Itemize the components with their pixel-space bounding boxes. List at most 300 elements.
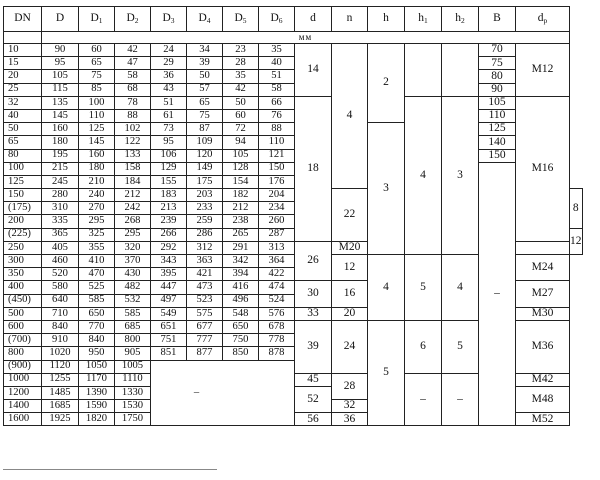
col-header-symbol: h <box>418 12 424 25</box>
B-cell: 80 <box>479 70 516 83</box>
value-cell: 910 <box>42 334 79 347</box>
col-header <box>516 7 570 32</box>
value-cell: 422 <box>259 268 295 281</box>
value-cell: 1820 <box>79 413 115 426</box>
value-cell: 39 <box>187 57 223 70</box>
value-cell: 268 <box>115 215 151 228</box>
col-header-symbol: D <box>234 12 243 25</box>
n-cell: 24 <box>332 320 368 373</box>
n-cell: 12 <box>570 228 583 254</box>
table-row <box>4 57 583 70</box>
value-cell: 176 <box>259 175 295 188</box>
col-header <box>223 7 259 32</box>
value-cell: 238 <box>223 215 259 228</box>
col-header <box>187 7 223 32</box>
dn-cell: 65 <box>4 136 42 149</box>
col-header <box>115 7 151 32</box>
header-row <box>4 7 583 32</box>
value-cell: 125 <box>79 123 115 136</box>
dp-cell: M52 <box>516 413 570 426</box>
dn-cell: 250 <box>4 241 42 254</box>
h1-cell: 6 <box>405 320 442 373</box>
dn-cell: 1400 <box>4 400 42 413</box>
value-cell: 72 <box>223 123 259 136</box>
value-cell: 43 <box>151 83 187 96</box>
units-label: мм <box>42 32 570 44</box>
value-cell: 75 <box>187 109 223 122</box>
col-header <box>368 7 405 32</box>
h1-cell: – <box>405 373 442 426</box>
value-cell: 239 <box>151 215 187 228</box>
value-cell: 482 <box>115 281 151 294</box>
value-cell: 280 <box>42 189 79 202</box>
value-cell: 175 <box>187 175 223 188</box>
value-cell: 365 <box>42 228 79 241</box>
col-header-symbol: D <box>270 12 279 25</box>
n-cell: 16 <box>332 281 368 307</box>
col-header-subscript: 1 <box>424 16 428 26</box>
value-cell: 265 <box>223 228 259 241</box>
value-cell: 1750 <box>115 413 151 426</box>
value-cell: 395 <box>151 268 187 281</box>
col-header-symbol: h <box>455 12 461 25</box>
B-cell: 75 <box>479 57 516 70</box>
value-cell: 343 <box>151 255 187 268</box>
value-cell: 405 <box>42 241 79 254</box>
d-cell: 26 <box>295 241 332 281</box>
d-cell: 22 <box>332 189 368 242</box>
dn-cell: 800 <box>4 347 42 360</box>
h-cell: 3 <box>368 123 405 255</box>
value-cell: 58 <box>115 70 151 83</box>
value-cell: 1685 <box>42 400 79 413</box>
d-cell: 18 <box>295 96 332 241</box>
value-cell: 394 <box>223 268 259 281</box>
table-row <box>4 149 583 162</box>
value-cell: 29 <box>151 57 187 70</box>
value-cell: 95 <box>151 136 187 149</box>
value-cell: 777 <box>187 334 223 347</box>
value-cell: 370 <box>115 255 151 268</box>
d-cell: 52 <box>295 386 332 412</box>
col-header <box>479 7 516 32</box>
dn-cell: 1200 <box>4 386 42 399</box>
value-cell: 61 <box>151 109 187 122</box>
value-cell: 549 <box>151 307 187 320</box>
dn-cell: 15 <box>4 57 42 70</box>
col-header-subscript: 4 <box>206 16 211 26</box>
dn-cell: (900) <box>4 360 42 373</box>
dn-cell: 400 <box>4 281 42 294</box>
col-header <box>405 7 442 32</box>
d-cell: 14 <box>295 44 332 97</box>
value-cell: 210 <box>79 175 115 188</box>
col-header <box>4 7 42 32</box>
value-cell: 325 <box>79 228 115 241</box>
value-cell: 122 <box>115 136 151 149</box>
dp-cell: M12 <box>516 44 570 97</box>
value-cell: 78 <box>115 96 151 109</box>
col-header <box>151 7 187 32</box>
value-cell: 47 <box>115 57 151 70</box>
value-cell: 215 <box>42 162 79 175</box>
value-cell: 90 <box>42 44 79 57</box>
value-cell: 242 <box>115 202 151 215</box>
value-cell: 184 <box>115 175 151 188</box>
value-cell: 751 <box>151 334 187 347</box>
value-cell: 259 <box>187 215 223 228</box>
value-cell: 51 <box>151 96 187 109</box>
value-cell: 1110 <box>115 373 151 386</box>
value-cell: 778 <box>259 334 295 347</box>
value-cell: 421 <box>187 268 223 281</box>
value-cell: 474 <box>259 281 295 294</box>
h2-cell: 5 <box>442 320 479 373</box>
table-row <box>4 109 583 122</box>
n-cell: 12 <box>332 255 368 281</box>
col-header-symbol: D <box>90 12 99 25</box>
value-cell: 363 <box>187 255 223 268</box>
value-cell: 295 <box>115 228 151 241</box>
dn-cell: 1600 <box>4 413 42 426</box>
value-cell: 66 <box>259 96 295 109</box>
value-cell: 575 <box>187 307 223 320</box>
value-cell: 447 <box>151 281 187 294</box>
col-header-subscript: 2 <box>134 16 139 26</box>
value-cell: 840 <box>42 320 79 333</box>
value-cell: 650 <box>79 307 115 320</box>
dn-cell: 350 <box>4 268 42 281</box>
value-cell: 850 <box>223 347 259 360</box>
dp-cell: M24 <box>516 255 570 281</box>
value-cell: 204 <box>259 189 295 202</box>
value-cell: 60 <box>223 109 259 122</box>
value-cell: 245 <box>42 175 79 188</box>
value-cell: 105 <box>223 149 259 162</box>
value-cell: 650 <box>223 320 259 333</box>
units-blank-cell <box>4 32 42 44</box>
value-cell: 35 <box>223 70 259 83</box>
table-row <box>4 162 583 175</box>
value-cell: 68 <box>115 83 151 96</box>
col-header-symbol: D <box>126 12 135 25</box>
value-cell: 310 <box>42 202 79 215</box>
value-cell: 548 <box>223 307 259 320</box>
value-cell: 129 <box>151 162 187 175</box>
col-header-symbol: D <box>198 12 207 25</box>
col-header <box>79 7 115 32</box>
col-header-symbol: d <box>310 12 316 25</box>
value-cell: 42 <box>115 44 151 57</box>
value-cell: 88 <box>115 109 151 122</box>
value-cell: 355 <box>79 241 115 254</box>
value-cell: 28 <box>223 57 259 70</box>
value-cell: 110 <box>79 109 115 122</box>
value-cell: 133 <box>115 149 151 162</box>
col-header-symbol: n <box>346 12 353 25</box>
col-header-symbol: D <box>55 12 65 25</box>
value-cell: 416 <box>223 281 259 294</box>
dn-cell: (225) <box>4 228 42 241</box>
h1-cell: 4 <box>405 96 442 254</box>
value-cell: 1005 <box>115 360 151 373</box>
col-header-subscript: p <box>543 16 548 26</box>
value-cell: 60 <box>79 44 115 57</box>
value-cell: 1120 <box>42 360 79 373</box>
value-cell: 51 <box>259 70 295 83</box>
h2-cell: – <box>442 373 479 426</box>
h-cell: 5 <box>368 320 405 426</box>
value-cell: 160 <box>79 149 115 162</box>
value-cell: 40 <box>259 57 295 70</box>
value-cell: 105 <box>42 70 79 83</box>
B-cell: 125 <box>479 123 516 136</box>
d-cell: 39 <box>295 320 332 373</box>
value-cell: 23 <box>223 44 259 57</box>
value-cell: 905 <box>115 347 151 360</box>
value-cell: 1050 <box>79 360 115 373</box>
col-header <box>259 7 295 32</box>
units-row <box>4 32 583 44</box>
value-cell: 1530 <box>115 400 151 413</box>
table-row <box>4 70 583 83</box>
value-cell: 312 <box>187 241 223 254</box>
value-cell: 520 <box>42 268 79 281</box>
value-cell: 50 <box>223 96 259 109</box>
table-row <box>4 44 583 57</box>
value-cell: 524 <box>259 294 295 307</box>
value-cell: 109 <box>187 136 223 149</box>
value-cell: 100 <box>79 96 115 109</box>
dp-cell: M30 <box>516 307 570 320</box>
value-cell: 523 <box>187 294 223 307</box>
value-cell: 750 <box>223 334 259 347</box>
value-cell: 1485 <box>42 386 79 399</box>
value-cell: 149 <box>187 162 223 175</box>
col-header-subscript: 6 <box>278 16 283 26</box>
dp-cell: M20 <box>332 241 368 254</box>
table-row <box>4 136 583 149</box>
dp-cell: M16 <box>516 96 570 241</box>
dp-cell: M42 <box>516 373 570 386</box>
value-cell: 57 <box>187 83 223 96</box>
n-cell: 8 <box>570 189 583 229</box>
col-header-symbol: D <box>162 12 171 25</box>
value-cell: 877 <box>187 347 223 360</box>
d-cell: 56 <box>295 413 332 426</box>
dp-cell: M48 <box>516 386 570 412</box>
value-cell: 110 <box>259 136 295 149</box>
value-cell: 292 <box>151 241 187 254</box>
B-cell: 105 <box>479 96 516 109</box>
value-cell: 651 <box>151 320 187 333</box>
value-cell: 580 <box>42 281 79 294</box>
value-cell: 295 <box>79 215 115 228</box>
value-cell: 320 <box>115 241 151 254</box>
value-cell: 195 <box>42 149 79 162</box>
value-cell: 1020 <box>42 347 79 360</box>
h-cell: 2 <box>368 44 405 123</box>
value-cell: 710 <box>42 307 79 320</box>
dn-cell: 150 <box>4 189 42 202</box>
dn-cell: 100 <box>4 162 42 175</box>
dn-cell: 25 <box>4 83 42 96</box>
value-cell: 342 <box>223 255 259 268</box>
value-cell: 35 <box>259 44 295 57</box>
col-header-symbol: B <box>493 12 501 25</box>
d-cell: 33 <box>295 307 332 320</box>
value-cell: 73 <box>151 123 187 136</box>
value-cell: 106 <box>151 149 187 162</box>
value-cell: 203 <box>187 189 223 202</box>
value-cell: 24 <box>151 44 187 57</box>
dn-cell: 32 <box>4 96 42 109</box>
blank-dash-cell: – <box>151 360 295 426</box>
d-cell: 30 <box>295 281 332 307</box>
col-header-subscript: 1 <box>98 16 103 26</box>
value-cell: 585 <box>79 294 115 307</box>
value-cell: 497 <box>151 294 187 307</box>
value-cell: 180 <box>79 162 115 175</box>
value-cell: 585 <box>115 307 151 320</box>
value-cell: 85 <box>79 83 115 96</box>
value-cell: 102 <box>115 123 151 136</box>
value-cell: 685 <box>115 320 151 333</box>
value-cell: 286 <box>187 228 223 241</box>
value-cell: 50 <box>187 70 223 83</box>
value-cell: 1390 <box>79 386 115 399</box>
table-body <box>4 44 583 426</box>
n-cell: 36 <box>332 413 368 426</box>
value-cell: 42 <box>223 83 259 96</box>
value-cell: 287 <box>259 228 295 241</box>
bottom-rule <box>3 469 217 470</box>
dn-cell: 500 <box>4 307 42 320</box>
value-cell: 213 <box>151 202 187 215</box>
value-cell: 410 <box>79 255 115 268</box>
dn-cell: (700) <box>4 334 42 347</box>
value-cell: 640 <box>42 294 79 307</box>
value-cell: 87 <box>187 123 223 136</box>
value-cell: 770 <box>79 320 115 333</box>
value-cell: 470 <box>79 268 115 281</box>
value-cell: 160 <box>42 123 79 136</box>
value-cell: 496 <box>223 294 259 307</box>
value-cell: 135 <box>42 96 79 109</box>
value-cell: 183 <box>151 189 187 202</box>
value-cell: 335 <box>42 215 79 228</box>
B-cell: 110 <box>479 109 516 122</box>
value-cell: 364 <box>259 255 295 268</box>
dn-cell: 40 <box>4 109 42 122</box>
col-header <box>332 7 368 32</box>
B-cell: 70 <box>479 44 516 57</box>
value-cell: 76 <box>259 109 295 122</box>
dn-cell: 300 <box>4 255 42 268</box>
B-cell: 90 <box>479 83 516 96</box>
value-cell: 95 <box>42 57 79 70</box>
table-row <box>4 83 583 96</box>
col-header <box>295 7 332 32</box>
value-cell: 878 <box>259 347 295 360</box>
value-cell: 88 <box>259 123 295 136</box>
value-cell: 128 <box>223 162 259 175</box>
dn-cell: 50 <box>4 123 42 136</box>
dn-cell: (175) <box>4 202 42 215</box>
h-cell: 4 <box>368 255 405 321</box>
col-header <box>42 7 79 32</box>
value-cell: 270 <box>79 202 115 215</box>
value-cell: 800 <box>115 334 151 347</box>
value-cell: 1255 <box>42 373 79 386</box>
n-cell: 32 <box>332 400 368 413</box>
value-cell: 233 <box>187 202 223 215</box>
dp-cell: M36 <box>516 320 570 373</box>
value-cell: 158 <box>115 162 151 175</box>
value-cell: 473 <box>187 281 223 294</box>
value-cell: 950 <box>79 347 115 360</box>
col-header-symbol: h <box>383 12 389 25</box>
d-cell: 45 <box>295 373 332 386</box>
value-cell: 1590 <box>79 400 115 413</box>
h2-cell <box>442 44 479 97</box>
value-cell: 180 <box>42 136 79 149</box>
col-header-symbol: DN <box>14 12 31 25</box>
value-cell: 1925 <box>42 413 79 426</box>
n-cell: 4 <box>332 44 368 189</box>
value-cell: 145 <box>79 136 115 149</box>
value-cell: 266 <box>151 228 187 241</box>
dn-cell: (450) <box>4 294 42 307</box>
value-cell: 576 <box>259 307 295 320</box>
value-cell: 851 <box>151 347 187 360</box>
dn-cell: 125 <box>4 175 42 188</box>
B-cell: 150 <box>479 149 516 162</box>
value-cell: 260 <box>259 215 295 228</box>
value-cell: 840 <box>79 334 115 347</box>
B-cell: – <box>479 162 516 426</box>
value-cell: 1170 <box>79 373 115 386</box>
value-cell: 154 <box>223 175 259 188</box>
dn-cell: 200 <box>4 215 42 228</box>
h2-cell: 4 <box>442 255 479 321</box>
value-cell: 525 <box>79 281 115 294</box>
value-cell: 121 <box>259 149 295 162</box>
h1-cell <box>405 44 442 97</box>
value-cell: 58 <box>259 83 295 96</box>
dn-cell: 20 <box>4 70 42 83</box>
value-cell: 75 <box>79 70 115 83</box>
value-cell: 234 <box>259 202 295 215</box>
value-cell: 94 <box>223 136 259 149</box>
value-cell: 313 <box>259 241 295 254</box>
col-header-subscript: 2 <box>461 16 465 26</box>
col-header-subscript: 3 <box>170 16 175 26</box>
col-header <box>442 7 479 32</box>
value-cell: 65 <box>187 96 223 109</box>
value-cell: 532 <box>115 294 151 307</box>
value-cell: 212 <box>115 189 151 202</box>
value-cell: 240 <box>79 189 115 202</box>
value-cell: 182 <box>223 189 259 202</box>
value-cell: 430 <box>115 268 151 281</box>
dn-cell: 1000 <box>4 373 42 386</box>
col-header-subscript: 5 <box>242 16 247 26</box>
value-cell: 291 <box>223 241 259 254</box>
value-cell: 150 <box>259 162 295 175</box>
dn-cell: 10 <box>4 44 42 57</box>
dp-cell: M27 <box>516 281 570 307</box>
